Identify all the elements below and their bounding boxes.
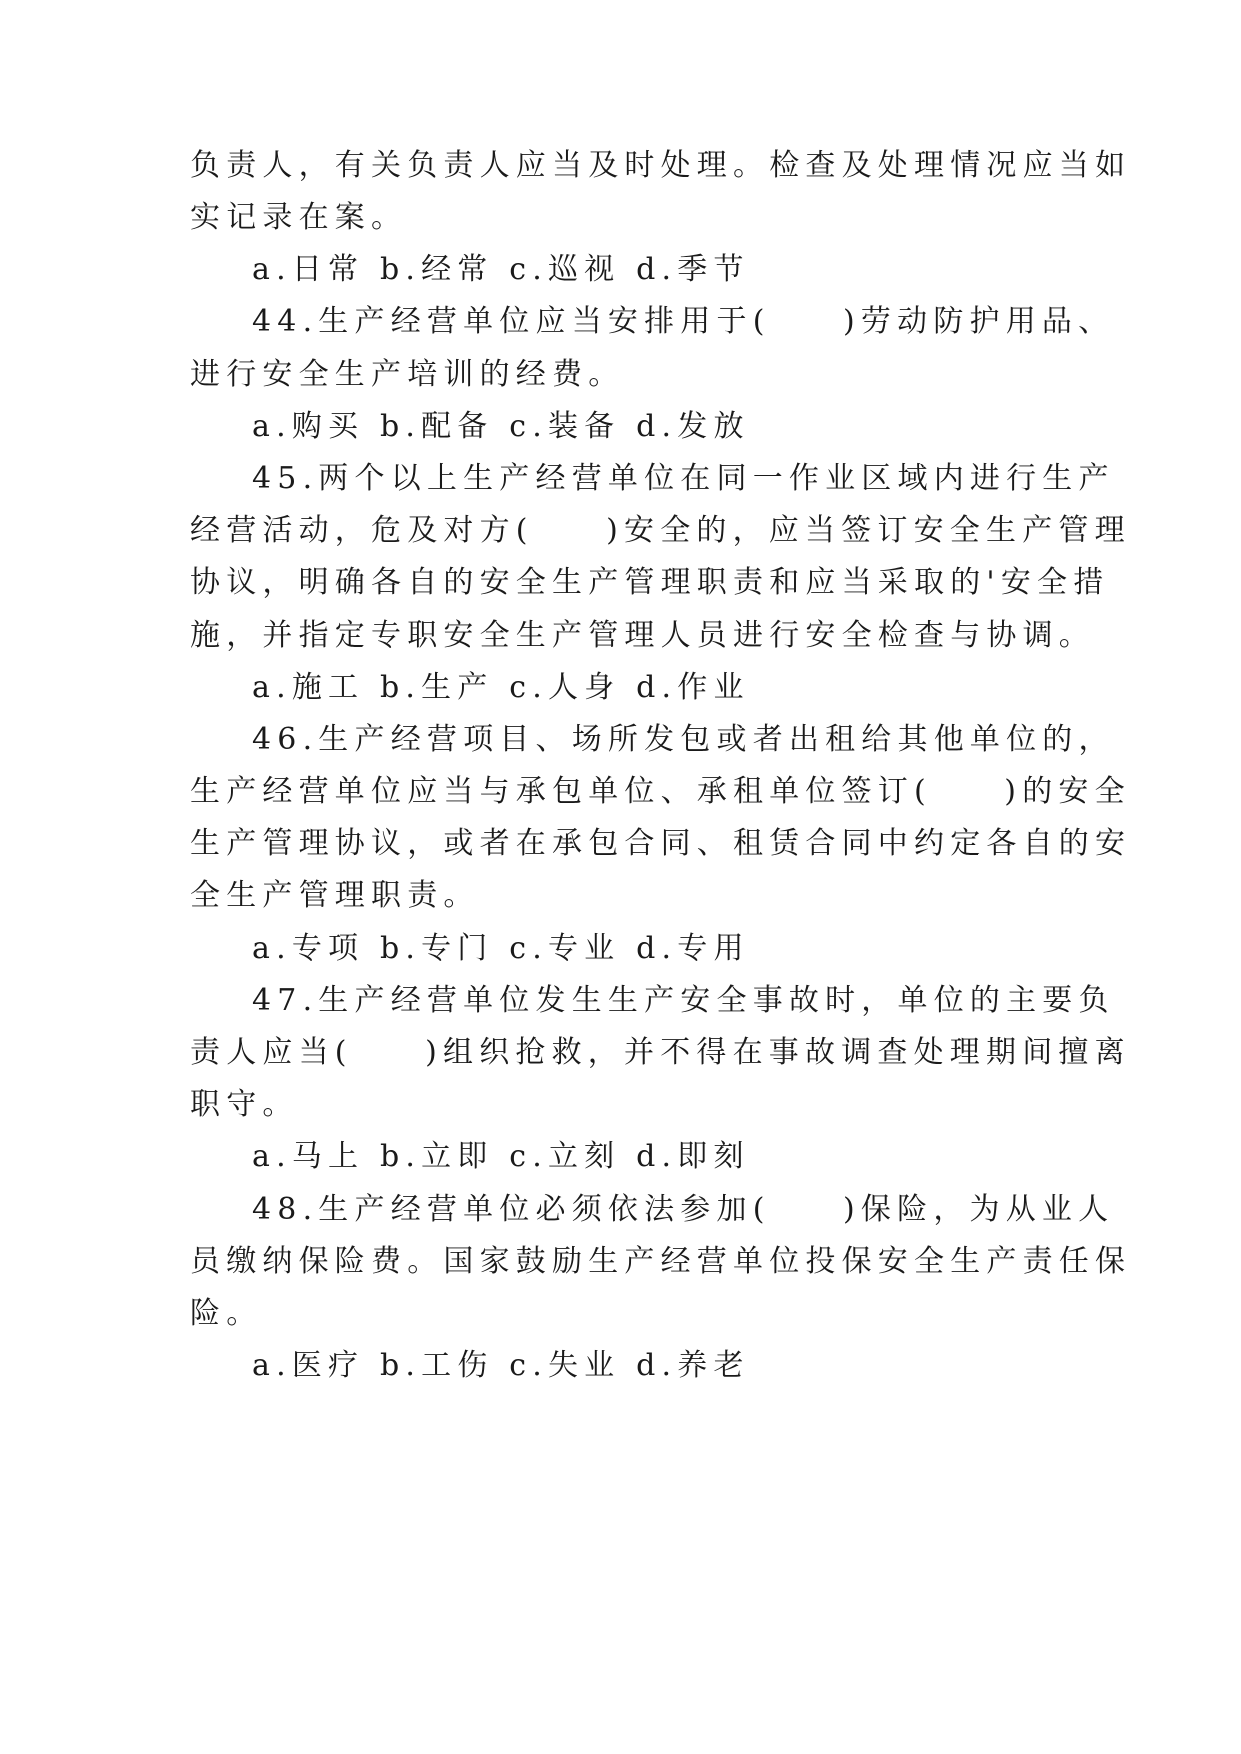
text-line: 责人应当( )组织抢救，并不得在事故调查处理期间擅离	[190, 1035, 1131, 1070]
answer-options: a.施工 b.生产 c.人身 d.作业	[252, 670, 750, 705]
text-line: 职守。	[190, 1087, 299, 1122]
answer-options: a.医疗 b.工伤 c.失业 d.养老	[252, 1348, 750, 1383]
text-line: 生产经营单位应当与承包单位、承租单位签订( )的安全	[190, 774, 1131, 809]
question-46: 46.生产经营项目、场所发包或者出租给其他单位的，	[252, 722, 1115, 757]
question-44: 44.生产经营单位应当安排用于( )劳动防护用品、	[252, 304, 1115, 339]
text-line: 实记录在案。	[190, 200, 408, 235]
text-line: 施，并指定专职安全生产管理人员进行安全检查与协调。	[190, 618, 1095, 653]
text-line: 经营活动，危及对方( )安全的，应当签订安全生产管理	[190, 513, 1131, 548]
text-line: 生产管理协议，或者在承包合同、租赁合同中约定各自的安	[190, 826, 1132, 861]
text-line: 协议，明确各自的安全生产管理职责和应当采取的'安全措	[190, 565, 1110, 600]
answer-options: a.购买 b.配备 c.装备 d.发放	[252, 409, 750, 444]
text-line: 进行安全生产培训的经费。	[190, 357, 625, 392]
text-line: 员缴纳保险费。国家鼓励生产经营单位投保安全生产责任保	[190, 1244, 1132, 1279]
text-line: 险。	[190, 1296, 263, 1331]
answer-options: a.马上 b.立即 c.立刻 d.即刻	[252, 1139, 750, 1174]
answer-options: a.日常 b.经常 c.巡视 d.季节	[252, 252, 750, 287]
question-48: 48.生产经营单位必须依法参加( )保险，为从业人	[252, 1192, 1115, 1227]
answer-options: a.专项 b.专门 c.专业 d.专用	[252, 931, 750, 966]
question-47: 47.生产经营单位发生生产安全事故时，单位的主要负	[252, 983, 1115, 1018]
text-line: 全生产管理职责。	[190, 878, 480, 913]
question-45: 45.两个以上生产经营单位在同一作业区域内进行生产	[252, 461, 1115, 496]
text-line: 负责人，有关负责人应当及时处理。检查及处理情况应当如	[190, 148, 1132, 183]
